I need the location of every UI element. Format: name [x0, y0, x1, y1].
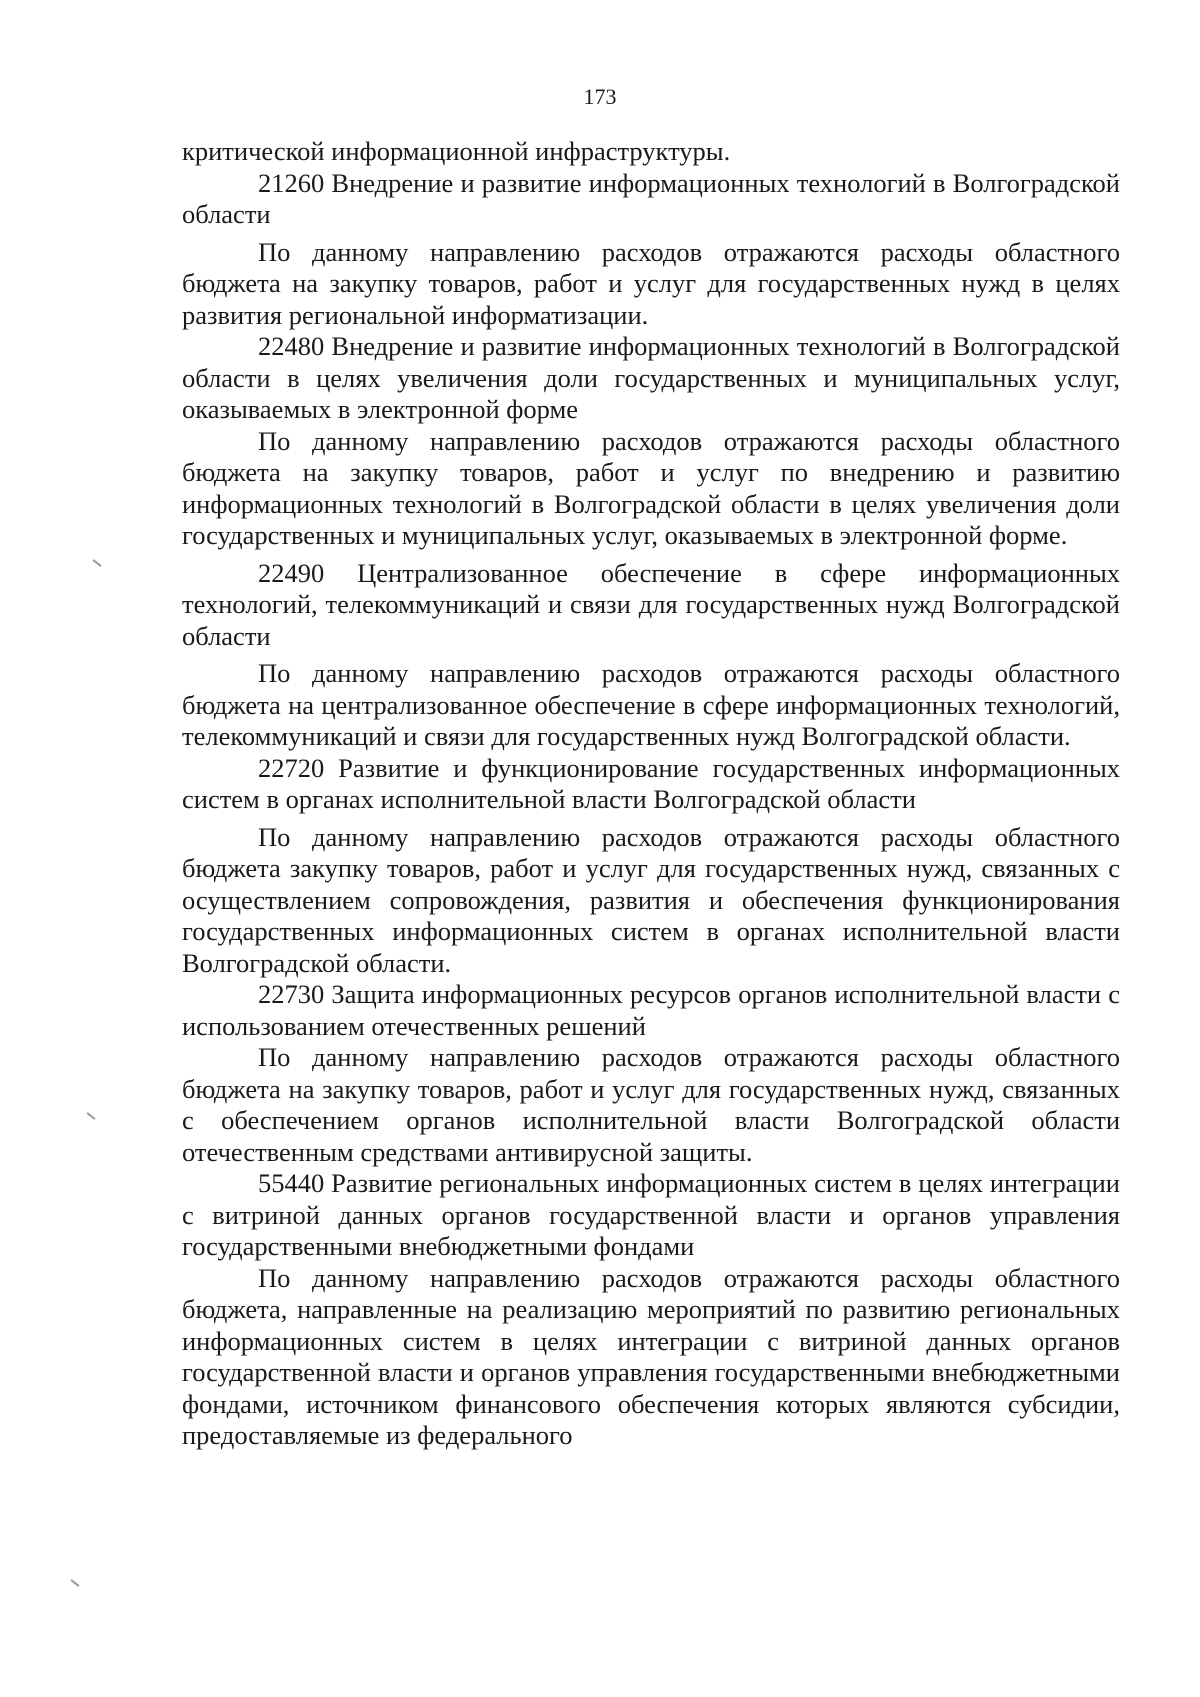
paragraph-continuation: критической информационной инфраструктуры. [182, 136, 731, 166]
section-heading-55440: 55440 Развитие региональных информационных систем в целях интеграции с витриной данных органов государственной власти и органов управления государственными внебюджетными фондами [182, 1168, 1120, 1261]
scan-mark [92, 559, 101, 567]
scan-mark [86, 1112, 95, 1120]
section-body-22490: По данному направлению расходов отражаются расходы областного бюджета на централизованное обеспечение в сфере информационных технологий, телекоммуникаций и связи для государственных нужд Волгоградской области. [182, 658, 1120, 751]
scan-mark [70, 1579, 79, 1587]
section-body-22730: По данному направлению расходов отражаются расходы областного бюджета на закупку товаров, работ и услуг для государственных нужд, связанных с обеспечением органов исполнительной власти Волгоградской области отечественным средствами антивирусной защиты. [182, 1042, 1120, 1167]
section-body-22480: По данному направлению расходов отражаются расходы областного бюджета на закупку товаров, работ и услуг по внедрению и развитию информационных технологий в Волгоградской области в целях увеличения доли государственных и муниципальных услуг, оказываемых в электронной форме. [182, 425, 1120, 550]
section-heading-22490: 22490 Централизованное обеспечение в сфере информационных технологий, телекоммуникаций и связи для государственных нужд Волгоградской области [182, 557, 1120, 651]
section-heading-22730: 22730 Защита информационных ресурсов органов исполнительной власти с использованием отечественных решений [182, 979, 1120, 1041]
document-body [182, 136, 1120, 1452]
page-number: 173 [583, 84, 617, 109]
section-body-21260: По данному направлению расходов отражаются расходы областного бюджета на закупку товаров, работ и услуг для государственных нужд в целях развития региональной информатизации. [182, 236, 1120, 330]
section-heading-21260: 21260 Внедрение и развитие информационных технологий в Волгоградской области [182, 167, 1120, 229]
section-body-22720: По данному направлению расходов отражаются расходы областного бюджета закупку товаров, работ и услуг для государственных нужд, связанных с осуществлением сопровождения, развития и обеспечения функционирования государственных информационных систем в органах исполнительной власти Волгоградской области. [182, 821, 1120, 978]
section-heading-22720: 22720 Развитие и функционирование государственных информационных систем в органах исполнительной власти Волгоградской области [182, 752, 1120, 814]
section-body-55440: По данному направлению расходов отражаются расходы областного бюджета, направленные на реализацию мероприятий по развитию региональных информационных систем в целях интеграции с витриной данных органов государственной власти и органов управления государственными внебюджетными фондами, источником финансового обеспечения которых являются субсидии, предоставляемые из федерального [182, 1262, 1120, 1450]
section-heading-22480: 22480 Внедрение и развитие информационных технологий в Волгоградской области в целях увеличения доли государственных и муниципальных услуг, оказываемых в электронной форме [182, 331, 1120, 424]
